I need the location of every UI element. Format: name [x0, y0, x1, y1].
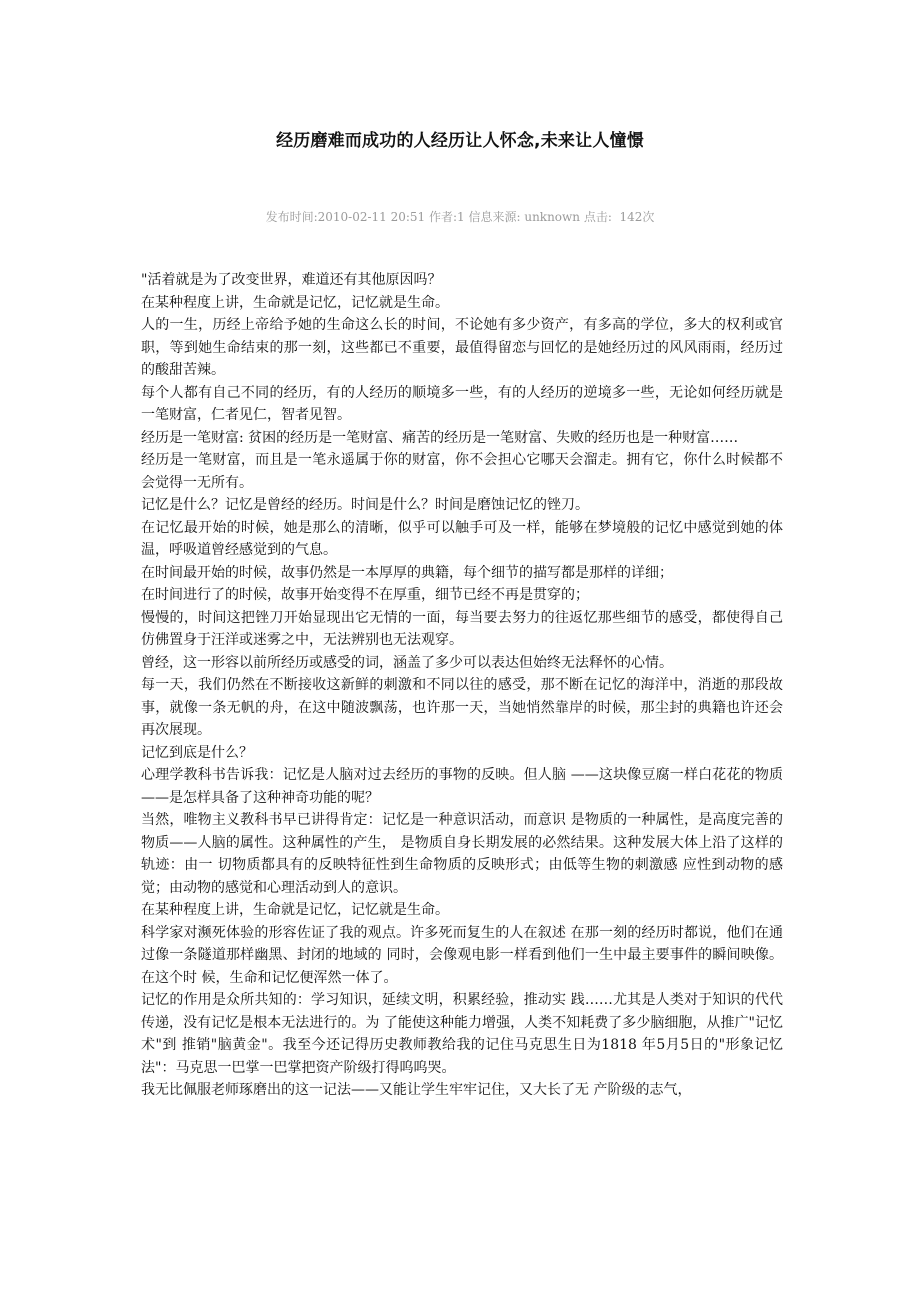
article-title: 经历磨难而成功的人经历让人怀念,未来让人憧憬 [276, 131, 644, 151]
paragraph: 当然，唯物主义教科书早已讲得肯定：记忆是一种意识活动，而意识 是物质的一种属性，是高度完善的物质——人脑的属性。这种属性的产生， 是物质自身长期发展的必然结果。这种发展大体上沿了这样的轨迹：由一 切物质都具有的反映特征性到生命物质的反映形式；由低等生物的刺激感 应性到动物的感觉；由动物的感觉和心理活动到人的意识。 [141, 812, 783, 896]
paragraph: 人的一生，历经上帝给予她的生命这么长的时间，不论她有多少资产，有多高的学位，多大的权利或官职，等到她生命结束的那一刻，这些都已不重要，最值得留恋与回忆的是她经历过的风风雨雨，经历过的酸甜苦辣。 [141, 317, 783, 378]
paragraph: 慢慢的，时间这把锉刀开始显现出它无情的一面，每当要去努力的往返忆那些细节的感受，都使得自己仿佛置身于汪洋或迷雾之中，无法辨别也无法观穿。 [141, 609, 783, 648]
paragraph: 在记忆最开始的时候，她是那么的清晰，似乎可以触手可及一样，能够在梦境般的记忆中感觉到她的体温，呼吸道曾经感觉到的气息。 [141, 519, 783, 558]
paragraph: 记忆到底是什么？ [141, 744, 253, 761]
paragraph: 科学家对濒死体验的形容佐证了我的观点。许多死而复生的人在叙述 在那一刻的经历时都说，他们在通过像一条隧道那样幽黑、封闭的地域的 同时，会像观电影一样看到他们一生中最主要事件的瞬间映像。在这个时 候，生命和记忆便浑然一体了。 [141, 924, 783, 986]
paragraph: 心理学教科书告诉我：记忆是人脑对过去经历的事物的反映。但人脑 ——这块像豆腐一样白花花的物质——是怎样具备了这种神奇功能的呢？ [141, 767, 783, 806]
paragraph: 曾经，这一形容以前所经历或感受的词，涵盖了多少可以表达但始终无法释怀的心情。 [141, 654, 673, 671]
paragraph: 记忆是什么？记忆是曾经的经历。时间是什么？时间是磨蚀记忆的锉刀。 [141, 497, 589, 513]
paragraph: 经历是一笔财富: 贫困的经历是一笔财富、痛苦的经历是一笔财富、失败的经历也是一种财富…… [141, 429, 739, 446]
paragraph: 每一天，我们仍然在不断接收这新鲜的刺激和不同以往的感受，那不断在记忆的海洋中，消逝的那段故事，就像一条无帆的舟，在这中随波飘荡，也许那一天，当她悄然靠岸的时候，那尘封的典籍也许还会再次展现。 [141, 677, 783, 738]
paragraph: "活着就是为了改变世界，难道还有其他原因吗？ [141, 272, 442, 288]
paragraph: 在时间进行了的时候，故事开始变得不在厚重，细节已经不再是贯穿的； [141, 587, 589, 603]
paragraph: 每个人都有自己不同的经历，有的人经历的顺境多一些，有的人经历的逆境多一些，无论如何经历就是一笔财富，仁者见仁，智者见智。 [141, 384, 783, 423]
article-body [141, 269, 783, 1102]
paragraph: 在时间最开始的时候，故事仍然是一本厚厚的典籍，每个细节的描写都是那样的详细； [141, 564, 673, 581]
paragraph: 经历是一笔财富，而且是一笔永遥属于你的财富，你不会担心它哪天会溜走。拥有它，你什么时候都不会觉得一无所有。 [141, 452, 783, 491]
paragraph: 记忆的作用是众所共知的：学习知识，延续文明，积累经验，推动实 践……尤其是人类对于知识的代代传递，没有记忆是根本无法进行的。为 了能使这种能力增强，人类不知耗费了多少脑细胞，从推广"记忆术"到 推销"脑黄金"。我至今还记得历史教师教给我的记住马克思生日为1818 年5月5日的"形象记忆法"：马克思一巴掌一巴掌把资产阶级打得呜呜哭。 [141, 992, 783, 1076]
paragraph: 我无比佩服老师琢磨出的这一记法——又能让学生牢牢记住，又大长了无 产阶级的志气， [141, 1082, 692, 1098]
paragraph: 在某种程度上讲，生命就是记忆，记忆就是生命。 [141, 294, 449, 311]
article-meta: 发布时间:2010-02-11 20:51 作者:1 信息来源: unknown 点击: 142次 [265, 210, 655, 224]
paragraph: 在某种程度上讲，生命就是记忆，记忆就是生命。 [141, 902, 449, 918]
